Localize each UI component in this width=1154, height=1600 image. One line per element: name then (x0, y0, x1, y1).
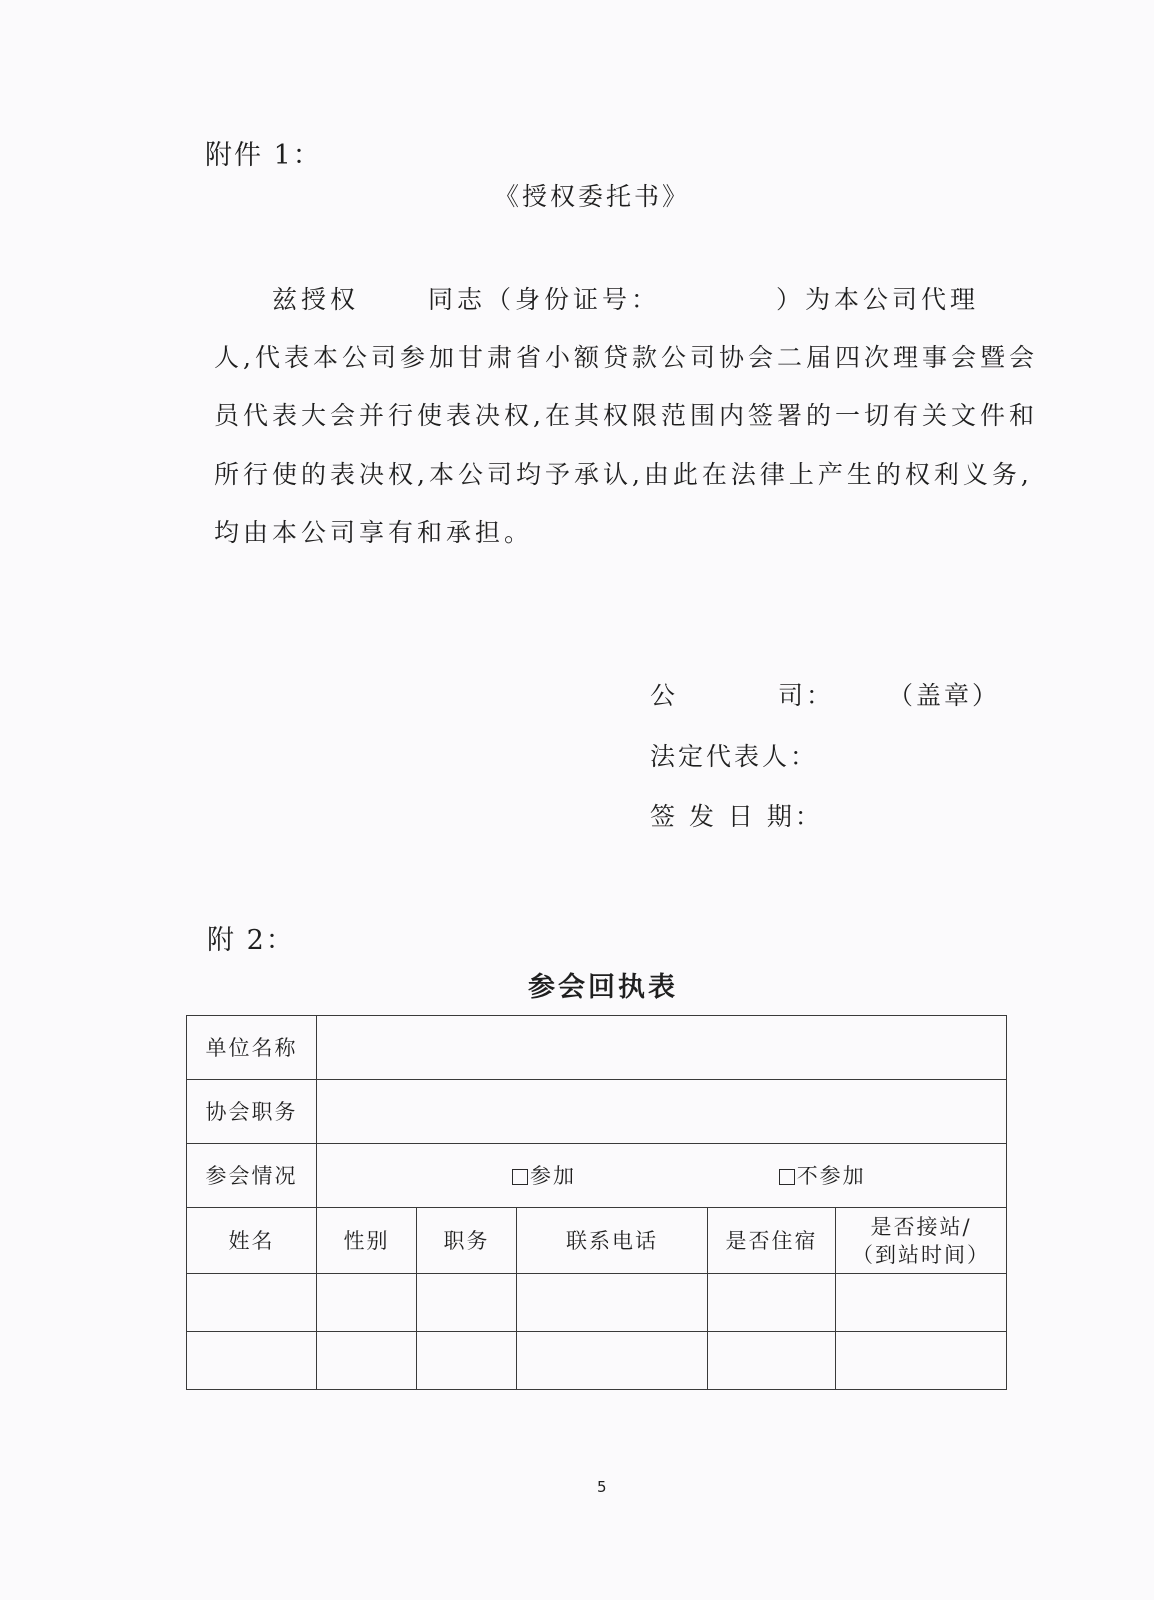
association-role-label: 协会职务 (187, 1080, 317, 1144)
cell-name[interactable] (187, 1274, 317, 1332)
paragraph-line-1a: 兹授权 (272, 285, 360, 314)
col-pickup-header (836, 1208, 1007, 1274)
not-attend-checkbox-icon[interactable] (779, 1169, 795, 1185)
unit-name-field[interactable] (317, 1016, 1007, 1080)
col-phone-header: 联系电话 (517, 1208, 708, 1274)
attendance-row (187, 1144, 1007, 1208)
unit-name-label: 单位名称 (187, 1016, 317, 1080)
col-lodging-header: 是否住宿 (708, 1208, 836, 1274)
col-gender-header: 性别 (317, 1208, 417, 1274)
attend-checkbox-icon[interactable] (512, 1169, 528, 1185)
cell-gender[interactable] (317, 1274, 417, 1332)
cell-pickup[interactable] (836, 1332, 1007, 1390)
not-attend-option-label: 不参加 (796, 1163, 866, 1188)
table-row (187, 1274, 1007, 1332)
cell-lodging[interactable] (708, 1332, 836, 1390)
table-header-row (187, 1208, 1007, 1274)
authorization-letter-title: 《授权委托书》 (494, 182, 691, 211)
cell-phone[interactable] (517, 1274, 708, 1332)
not-attend-option[interactable] (779, 1162, 866, 1190)
col-position-header: 职务 (417, 1208, 517, 1274)
attachment1-label: 附件 1： (205, 140, 322, 171)
attend-option[interactable] (512, 1162, 576, 1190)
paragraph-line-1b: 同志（身份证号： (428, 285, 661, 314)
col-pickup-header-line2: （到站时间） (852, 1242, 991, 1267)
paragraph-line-4: 所行使的表决权,本公司均予承认,由此在法律上产生的权利义务, (214, 460, 1033, 489)
paragraph-line-3: 员代表大会并行使表决权,在其权限范围内签署的一切有关文件和 (214, 401, 1038, 430)
unit-name-row (187, 1016, 1007, 1080)
cell-phone[interactable] (517, 1332, 708, 1390)
attendance-label: 参会情况 (187, 1144, 317, 1208)
receipt-form-title: 参会回执表 (528, 972, 678, 1003)
table-row (187, 1332, 1007, 1390)
company-label-a: 公 (650, 681, 679, 710)
company-label-b: 司： (778, 681, 835, 710)
attendance-options (317, 1144, 1007, 1208)
cell-position[interactable] (417, 1274, 517, 1332)
attendance-receipt-table (186, 1015, 1007, 1390)
cell-name[interactable] (187, 1332, 317, 1390)
cell-gender[interactable] (317, 1332, 417, 1390)
col-pickup-header-line1: 是否接站/ (870, 1214, 972, 1239)
cell-lodging[interactable] (708, 1274, 836, 1332)
legal-representative-label: 法定代表人： (650, 742, 819, 771)
page-number: 5 (597, 1478, 607, 1496)
paragraph-line-1c: ）为本公司代理 (776, 285, 980, 314)
attachment2-label: 附 2： (207, 925, 295, 956)
attend-option-label: 参加 (530, 1163, 576, 1188)
association-role-row (187, 1080, 1007, 1144)
issue-date-label: 签 发 日 期： (650, 802, 823, 831)
cell-position[interactable] (417, 1332, 517, 1390)
cell-pickup[interactable] (836, 1274, 1007, 1332)
association-role-field[interactable] (317, 1080, 1007, 1144)
paragraph-line-2: 人,代表本公司参加甘肃省小额贷款公司协会二届四次理事会暨会 (214, 343, 1038, 372)
col-name-header: 姓名 (187, 1208, 317, 1274)
seal-note: （盖章） (888, 681, 1001, 710)
paragraph-line-5: 均由本公司享有和承担。 (214, 518, 534, 547)
